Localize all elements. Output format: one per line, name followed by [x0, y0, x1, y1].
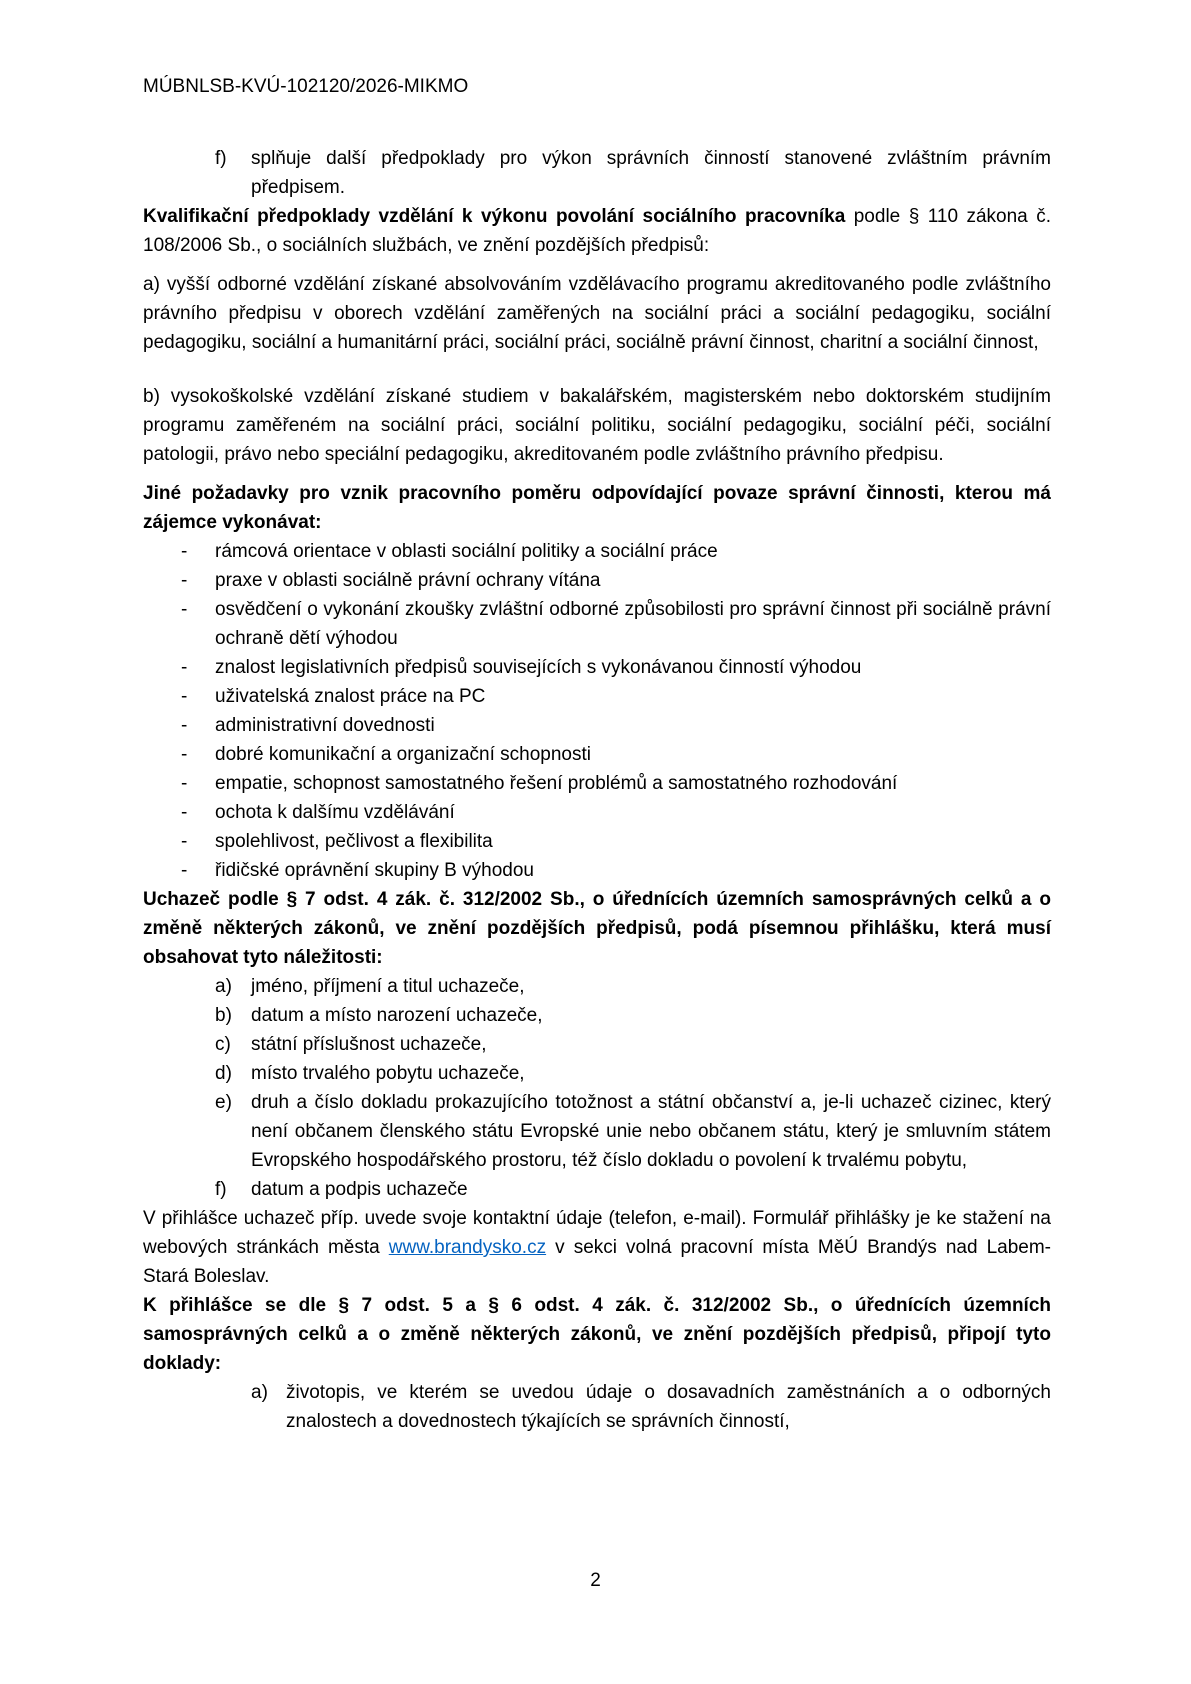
list-item [143, 566, 1051, 595]
list-item [143, 711, 1051, 740]
list-item [143, 972, 1051, 1001]
list-marker: - [181, 860, 188, 881]
list-item-text: administrativní dovednosti [215, 715, 435, 736]
list-item-text: řidičské oprávnění skupiny B výhodou [215, 860, 534, 881]
list-marker: f) [215, 148, 227, 169]
list-marker: c) [215, 1034, 231, 1055]
requirements-heading: Jiné požadavky pro vznik pracovního poměru odpovídající povaze správní činnosti, kterou má zájemce vykonávat: [143, 483, 1051, 533]
qualification-heading: Kvalifikační předpoklady vzdělání k výkonu povolání sociálního pracovníka [143, 206, 846, 227]
application-heading: Uchazeč podle § 7 odst. 4 zák. č. 312/2002 Sb., o úřednících územních samosprávných celků a o změně některých zákonů, ve znění pozdějších předpisů, podá písemnou přihlášku, která musí obsahovat tyto náležitosti: [143, 889, 1051, 968]
qualification-option-a: a) vyšší odborné vzdělání získané absolvováním vzdělávacího programu akreditovaného podle zvláštního právního předpisu v oborech vzdělání zaměřených na sociální práci a sociální pedagogiku, sociální pedagogiku, sociální a humanitární práci, sociální práci, sociálně právní činnost, charitní a sociální činnost, [143, 274, 1051, 353]
list-item [143, 769, 1051, 798]
application-list [143, 972, 1051, 1204]
list-item-top [143, 144, 1051, 202]
list-item-text: datum a místo narození uchazeče, [251, 1005, 543, 1026]
list-item-text: druh a číslo dokladu prokazujícího totožnost a státní občanství a, je-li uchazeč cizinec, který není občanem členského státu Evropské unie nebo občanem státu, který je smluvním státem Evropského hospodářského prostoru, též číslo dokladu o povolení k trvalému pobytu, [251, 1092, 1051, 1171]
list-marker: b) [215, 1005, 232, 1026]
page-content [143, 144, 1051, 1436]
list-item-text: rámcová orientace v oblasti sociální politiky a sociální práce [215, 541, 718, 562]
list-item [143, 1059, 1051, 1088]
list-item-text: splňuje další předpoklady pro výkon správních činností stanovené zvláštním právním předpisem. [251, 148, 1051, 198]
contact-paragraph [143, 1204, 1051, 1291]
list-marker: f) [215, 1179, 227, 1200]
list-item [143, 537, 1051, 566]
list-marker: - [181, 541, 188, 562]
list-marker: - [181, 657, 188, 678]
list-marker: - [181, 686, 188, 707]
list-item-text: osvědčení o vykonání zkoušky zvláštní odborné způsobilosti pro správní činnost při sociálně právní ochraně dětí výhodou [215, 599, 1051, 649]
list-item [143, 1175, 1051, 1204]
list-marker: - [181, 744, 188, 765]
list-item-text: jméno, příjmení a titul uchazeče, [251, 976, 525, 997]
attachments-list [143, 1378, 1051, 1436]
document-reference: MÚBNLSB-KVÚ-102120/2026-MIKMO [143, 76, 469, 97]
list-item [143, 1001, 1051, 1030]
list-item-text: uživatelská znalost práce na PC [215, 686, 486, 707]
qualification-option-b: b) vysokoškolské vzdělání získané studiem v bakalářském, magisterském nebo doktorském studijním programu zaměřeném na sociální práci, sociální politiku, sociální pedagogiku, sociální péči, sociální patologii, právo nebo speciální pedagogiku, akreditovaném podle zvláštního právního předpisu. [143, 386, 1051, 465]
list-item-text: datum a podpis uchazeče [251, 1179, 468, 1200]
list-item-text: empatie, schopnost samostatného řešení problémů a samostatného rozhodování [215, 773, 898, 794]
list-item-text: místo trvalého pobytu uchazeče, [251, 1063, 525, 1084]
list-item [143, 798, 1051, 827]
list-item [143, 653, 1051, 682]
list-item [143, 595, 1051, 653]
list-item [143, 1088, 1051, 1175]
list-item [143, 682, 1051, 711]
list-item-text: životopis, ve kterém se uvedou údaje o dosavadních zaměstnáních a o odborných znalostech a dovednostech týkajících se správních činností, [286, 1382, 1051, 1432]
qualification-intro [143, 202, 1051, 260]
qualification-heading-rest: podle § 110 zákona č. 108/2006 Sb., o sociálních službách, ve znění pozdějších předpisů: [143, 206, 1051, 256]
list-marker: a) [251, 1382, 268, 1403]
list-marker: - [181, 599, 188, 620]
list-item [143, 1378, 1051, 1436]
list-marker: - [181, 831, 188, 852]
list-marker: a) [215, 976, 232, 997]
list-item [143, 740, 1051, 769]
list-marker: - [181, 715, 188, 736]
list-marker: d) [215, 1063, 232, 1084]
list-item [143, 827, 1051, 856]
list-item-text: praxe v oblasti sociálně právní ochrany vítána [215, 570, 601, 591]
list-item-text: znalost legislativních předpisů souvisejících s vykonávanou činností výhodou [215, 657, 862, 678]
attachments-heading: K přihlášce se dle § 7 odst. 5 a § 6 odst. 4 zák. č. 312/2002 Sb., o úřednících územních samosprávných celků a o změně některých zákonů, ve znění pozdějších předpisů, připojí tyto doklady: [143, 1295, 1051, 1374]
contact-text-before: V přihlášce uchazeč příp. uvede svoje kontaktní údaje (telefon, e-mail). Formulář přihlášky je ke stažení na webových stránkách města [143, 1208, 1051, 1258]
list-item-text: ochota k dalšímu vzdělávání [215, 802, 455, 823]
list-marker: - [181, 570, 188, 591]
contact-text-after: v sekci volná pracovní místa MěÚ Brandýs nad Labem-Stará Boleslav. [143, 1237, 1051, 1287]
requirements-list [143, 537, 1051, 885]
list-item [143, 1030, 1051, 1059]
page-number: 2 [590, 1570, 601, 1591]
list-marker: e) [215, 1092, 232, 1113]
list-marker: - [181, 802, 188, 823]
list-item-text: dobré komunikační a organizační schopnosti [215, 744, 592, 765]
list-marker: - [181, 773, 188, 794]
list-item-text: státní příslušnost uchazeče, [251, 1034, 487, 1055]
website-link[interactable]: www.brandysko.cz [388, 1237, 547, 1258]
list-item-text: spolehlivost, pečlivost a flexibilita [215, 831, 493, 852]
list-item [143, 856, 1051, 885]
